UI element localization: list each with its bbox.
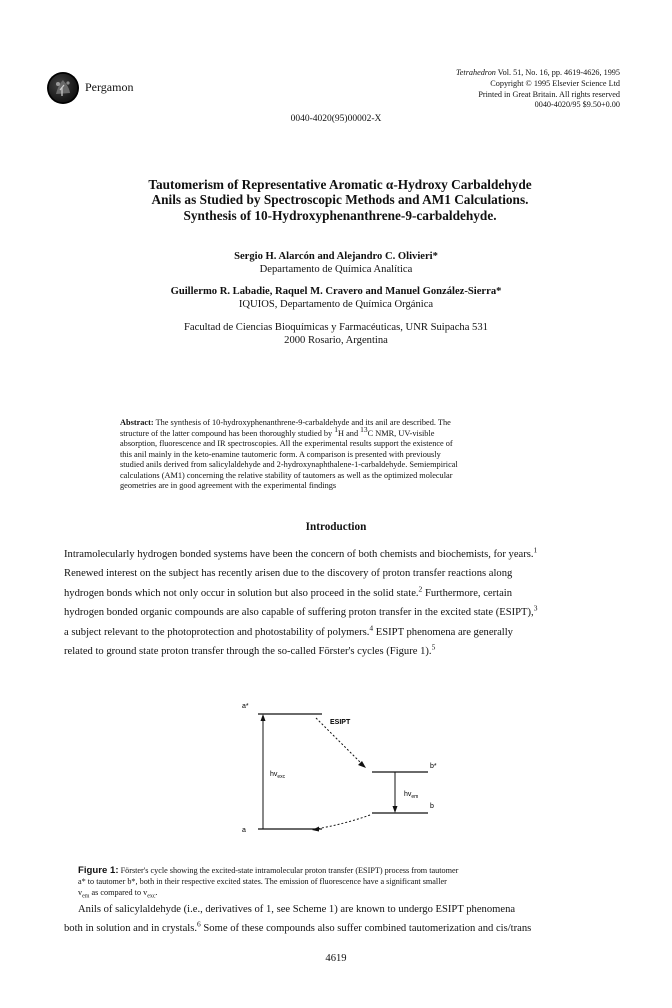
author-affiliation: Departamento de Química Analítica [259, 263, 413, 275]
article-title [60, 177, 620, 223]
author-names: Guillermo R. Labadie, Raquel M. Cravero and Manuel González-Sierra* [170, 286, 502, 297]
ground-state-transfer [316, 815, 370, 829]
continuation-paragraph [64, 900, 630, 939]
author-group-2 [0, 286, 672, 311]
address-line: Facultad de Ciencias Bioquímicas y Farmacéuticas, UNR Suipacha 531 [184, 322, 488, 333]
label-a: a [242, 827, 246, 834]
label-b-star: b* [430, 763, 437, 770]
intro-paragraph [64, 545, 616, 661]
author-affiliation: IQUIOS, Departamento de Química Orgánica [238, 298, 434, 310]
paragraph-line: both in solution and in crystals.$^6$ Some of these compounds also suffer combined tautomerization and cis/trans [64, 919, 532, 935]
abstract-label: Abstract: [120, 418, 154, 427]
label-b: b [430, 803, 434, 810]
title-line: Anils as Studied by Spectroscopic Methods and AM1 Calculations. [151, 192, 529, 208]
title-line: Synthesis of 10-Hydroxyphenanthrene-9-carbaldehyde. [183, 207, 497, 223]
label-hv-exc: $hv_{exc}$ [270, 771, 286, 780]
paragraph-line: Intramolecularly hydrogen bonded systems have been the concern of both chemists and biochemists, for years.$^1$ [64, 545, 538, 560]
emission-arrowhead [393, 806, 398, 813]
forster-cycle-diagram [230, 694, 440, 864]
journal-name: Tetrahedron [456, 68, 496, 77]
abstract-text: The synthesis of 10-hydroxyphenanthrene-9-carbaldehyde and its anil are described. The [155, 418, 451, 427]
paragraph-line: a subject relevant to the photoprotection and photostability of polymers.$^4$ ESIPT phenomena are generally [64, 623, 513, 638]
caption-line: $v_{em}$ as compared to $v_{exc}$. [78, 887, 158, 900]
paragraph-line: hydrogen bonded organic compounds are also capable of suffering proton transfer in the excited state (ESIPT),$^3$ [64, 603, 538, 619]
address-line: 2000 Rosario, Argentina [284, 334, 388, 346]
abstract [120, 418, 552, 492]
label-a-star: a* [242, 703, 249, 710]
abstract-line: calculations (AM1) concerning the relative stability of tautomers as well as the optimized molecular [120, 470, 453, 480]
journal-info [360, 68, 620, 111]
paragraph-line: hydrogen bonds which not only occur in solution but also proceed in the solid state.$^2$ Furthermore, certain [64, 584, 513, 599]
paragraph-line: related to ground state proton transfer through the so-called Förster's cycles (Figure 1).$^5$ [64, 642, 436, 658]
abstract-line: geometries are in good agreement with the experimental findings [120, 481, 337, 490]
abstract-line: structure of the latter compound has been thoroughly studied by 1H and 13C NMR, UV-visible [120, 424, 435, 438]
abstract-line: studied anils derived from salicylaldehyde and 2-hydroxynaphthalene-1-carbaldehyde. Semiempirical [120, 460, 458, 469]
article-doi: 0040-4020(95)00002-X [290, 114, 382, 124]
publisher-logo [47, 72, 79, 104]
section-heading: Introduction [305, 521, 367, 533]
author-group-1 [0, 251, 672, 276]
forster-cycle-figure [230, 694, 440, 864]
abstract-line: this anil mainly in the keto-enamine tautomeric form. A comparison is presented with previously [120, 449, 441, 459]
journal-citation: Tetrahedron Vol. 51, No. 16, pp. 4619-4626, 1995 [456, 68, 620, 77]
abstract-line: absorption, fluorescence and IR spectroscopies. All the experimental results support the existence of [120, 439, 453, 448]
excitation-arrowhead [261, 714, 266, 721]
caption-line: a* to tautomer b*, both in their respective excited states. The emission of fluorescence have a significant smaller [78, 876, 447, 886]
paragraph-line: Renewed interest on the subject has recently arisen due to the discovery of proton transfer reactions along [64, 568, 513, 580]
label-hv-em: $hv_{em}$ [404, 791, 419, 800]
caption-label: Figure 1: [78, 865, 119, 876]
author-names: Sergio H. Alarcón and Alejandro C. Olivieri* [234, 251, 438, 262]
institution-address [0, 322, 672, 347]
publisher-name: Pergamon [85, 80, 134, 94]
title-line: Tautomerism of Representative Aromatic α-Hydroxy Carbaldehyde [148, 177, 532, 192]
label-esipt: ESIPT [330, 719, 351, 726]
paragraph-line: Anils of salicylaldehyde (i.e., derivatives of 1, see Scheme 1) are known to undergo ESIPT phenomena [78, 904, 516, 915]
printed-line: Printed in Great Britain. All rights reserved [478, 89, 620, 99]
page-number: 4619 [325, 953, 347, 964]
esipt-arrowhead [358, 761, 366, 768]
copyright-line: Copyright © 1995 Elsevier Science Ltd [490, 78, 620, 88]
tree-emblem-icon [47, 72, 79, 104]
caption-text: Förster's cycle showing the excited-state intramolecular proton transfer (ESIPT) process from tautomer [118, 866, 459, 875]
issn-price-line: 0040-4020/95 $9.50+0.00 [534, 100, 620, 110]
figure-caption [78, 866, 598, 902]
